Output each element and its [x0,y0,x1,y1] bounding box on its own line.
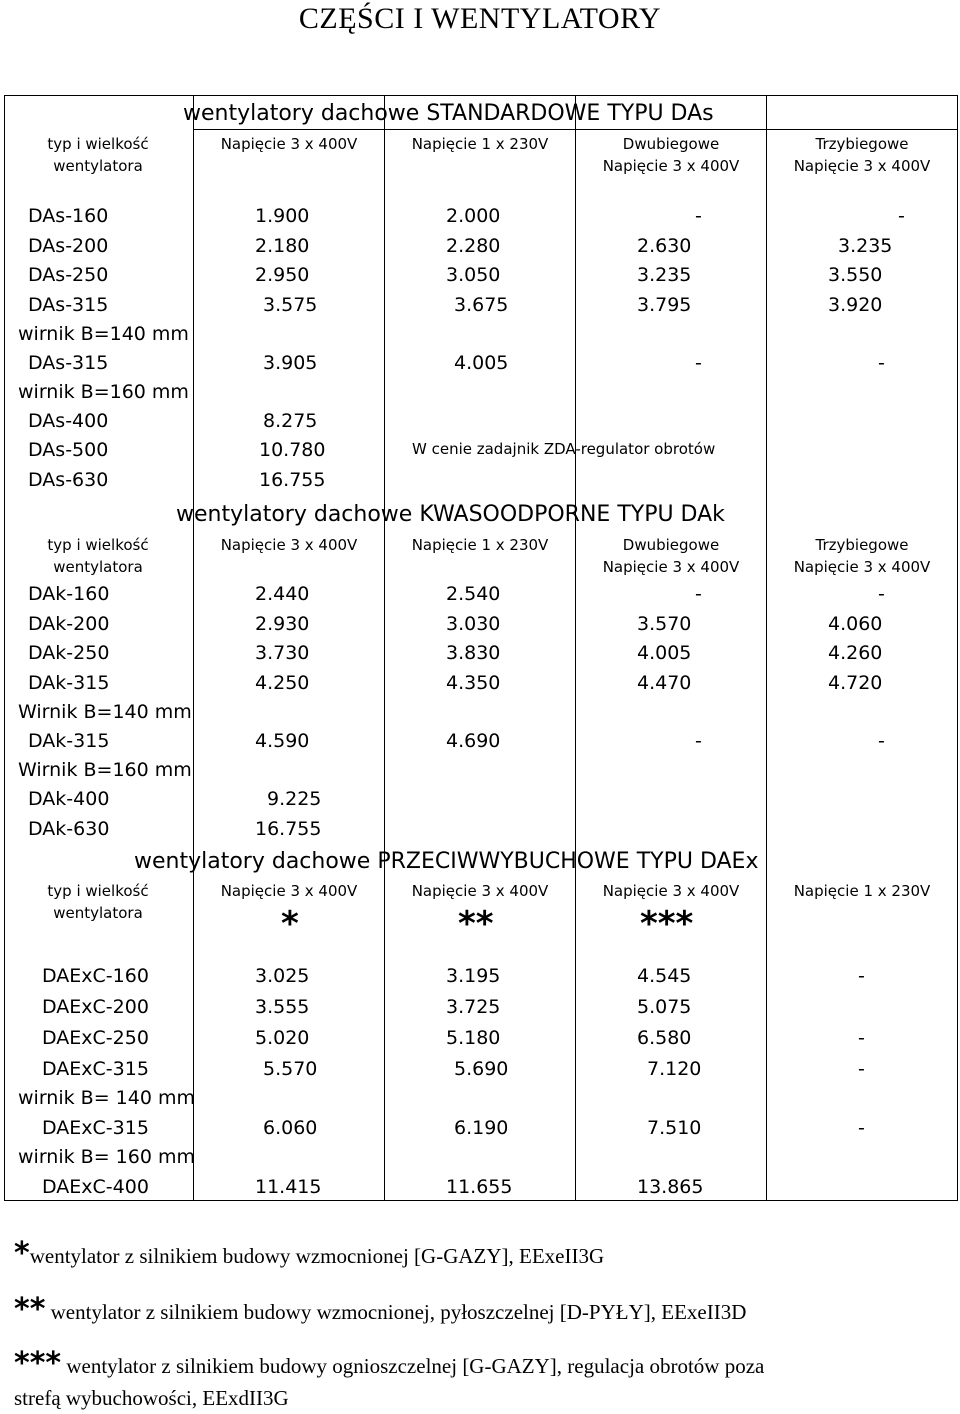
table-row-subtitle: Wirnik B=160 mm [18,759,192,781]
table-cell-value: 3.030 [446,613,501,635]
table-cell-value: 6.060 [263,1117,318,1139]
table-cell-value: - [858,965,865,987]
table-cell-value: 9.225 [267,788,322,810]
table-cell-value: 5.690 [454,1058,509,1080]
table-row-name: DAExC-400 [42,1176,149,1198]
section-heading: wentylatory dachowe KWASOODPORNE TYPU DAk [176,502,725,527]
column-header: Napięcie 3 x 400V [793,157,931,175]
table-cell-value: - [695,352,702,374]
table-cell-value: 2.930 [255,613,310,635]
table-cell-value: 3.235 [637,264,692,286]
table-cell-value: 13.865 [637,1176,704,1198]
table-cell-value: 16.755 [259,469,326,491]
table-cell-value: 3.050 [446,264,501,286]
column-header: typ i wielkość [47,135,149,153]
rating-asterisk: *** [640,904,694,944]
table-cell-value: 4.545 [637,965,692,987]
table-cell-value: 2.280 [446,235,501,257]
table-cell-value: 4.005 [454,352,509,374]
col-divider [575,95,576,1201]
table-cell-value: 4.260 [828,642,883,664]
footnote [14,1386,289,1411]
table-cell-value: 3.725 [446,996,501,1018]
column-header: Napięcie 3 x 400V [220,536,358,554]
table-cell-value: 11.415 [255,1176,322,1198]
table-row-name: DAs-630 [28,469,109,491]
column-header: Napięcie 3 x 400V [220,882,358,900]
footnote [14,1292,746,1327]
rating-asterisk: * [281,904,299,944]
table-cell-value: 7.120 [647,1058,702,1080]
column-header: Napięcie 3 x 400V [602,157,740,175]
column-header: Napięcie 1 x 230V [411,135,549,153]
table-cell-value: 2.950 [255,264,310,286]
footnote-text: wentylator z silnikiem budowy wzmocnionej [G-GAZY], EExeII3G [29,1244,605,1268]
table-cell-value: 3.555 [255,996,310,1018]
footnote-mark: * [14,1236,30,1271]
column-header: wentylatora [53,157,143,175]
table-cell-value: 6.190 [454,1117,509,1139]
table-cell-value: 3.575 [263,294,318,316]
col-divider [384,95,385,1201]
section-heading: wentylatory dachowe PRZECIWWYBUCHOWE TYPU DAEx [134,849,759,874]
table-row-name: DAs-200 [28,235,109,257]
column-header: Napięcie 3 x 400V [602,558,740,576]
table-cell-value: - [878,352,885,374]
table-cell-value: - [695,730,702,752]
table-row-name: DAk-400 [28,788,110,810]
table-cell-value: 2.180 [255,235,310,257]
column-header: Dwubiegowe [622,536,720,554]
table-row-subtitle: wirnik B=160 mm [18,381,189,403]
table-cell-value: 4.720 [828,672,883,694]
price-note: W cenie zadajnik ZDA-regulator obrotów [412,440,716,458]
table-row-subtitle: Wirnik B=140 mm [18,701,192,723]
table-row-name: DAk-315 [28,672,110,694]
table-cell-value: 5.570 [263,1058,318,1080]
table-row-name: DAs-500 [28,439,109,461]
table-row-name: DAs-315 [28,352,109,374]
table-cell-value: 3.830 [446,642,501,664]
table-cell-value: 3.795 [637,294,692,316]
table-row-name: DAk-250 [28,642,110,664]
column-header: wentylatora [53,558,143,576]
column-header: Napięcie 1 x 230V [793,882,931,900]
table-cell-value: 4.060 [828,613,883,635]
footnote [14,1346,764,1381]
column-header: Napięcie 1 x 230V [411,536,549,554]
section-heading: wentylatory dachowe STANDARDOWE TYPU DAs [183,101,714,126]
table-cell-value: 5.020 [255,1027,310,1049]
table-cell-value: 4.690 [446,730,501,752]
rating-asterisk: ** [458,904,494,944]
footnote-text: strefą wybuchowości, EExdII3G [14,1386,289,1410]
table-cell-value: - [695,205,702,227]
table-cell-value: 1.900 [255,205,310,227]
col-divider [193,95,194,1201]
table-cell-value: 16.755 [255,818,322,840]
footnote [14,1236,604,1271]
table-row-name: DAExC-250 [42,1027,149,1049]
table-row-name: DAk-200 [28,613,110,635]
column-header: Trzybiegowe [815,536,909,554]
table-cell-value: 3.025 [255,965,310,987]
table-cell-value: 4.250 [255,672,310,694]
footnote-mark: *** [14,1346,62,1381]
table-cell-value: - [858,1027,865,1049]
table-cell-value: - [878,583,885,605]
table-cell-value: 3.570 [637,613,692,635]
column-header: Trzybiegowe [815,135,909,153]
table-row-name: DAs-400 [28,410,109,432]
column-header: Napięcie 3 x 400V [220,135,358,153]
table-cell-value: 8.275 [263,410,318,432]
table-row-name: DAExC-315 [42,1058,149,1080]
table-row-name: DAs-160 [28,205,109,227]
table-row-subtitle: wirnik B= 140 mm [18,1087,195,1109]
table-cell-value: - [878,730,885,752]
column-header: Napięcie 3 x 400V [793,558,931,576]
table-cell-value: 3.235 [838,235,893,257]
column-header: Dwubiegowe [622,135,720,153]
table-cell-value: 5.075 [637,996,692,1018]
table-row-name: DAk-315 [28,730,110,752]
table-cell-value: - [858,1117,865,1139]
table-cell-value: 4.005 [637,642,692,664]
col-divider [766,95,767,1201]
table-cell-value: 2.000 [446,205,501,227]
column-header: typ i wielkość [47,882,149,900]
table-cell-value: - [898,205,905,227]
page-title: CZĘŚCI I WENTYLATORY [298,2,662,35]
table-row-name: DAExC-160 [42,965,149,987]
table-cell-value: 3.730 [255,642,310,664]
table-cell-value: 6.580 [637,1027,692,1049]
table-cell-value: 10.780 [259,439,326,461]
table-row-subtitle: wirnik B= 160 mm [18,1146,195,1168]
table-cell-value: 4.470 [637,672,692,694]
table-cell-value: 2.440 [255,583,310,605]
table-cell-value: 2.630 [637,235,692,257]
table-row-name: DAs-315 [28,294,109,316]
table-cell-value: 3.920 [828,294,883,316]
footnote-mark: ** [14,1292,46,1327]
table-cell-value: 4.590 [255,730,310,752]
table-cell-value: 3.550 [828,264,883,286]
table-cell-value: 11.655 [446,1176,513,1198]
table-cell-value: - [858,1058,865,1080]
table-cell-value: 2.540 [446,583,501,605]
table-row-name: DAs-250 [28,264,109,286]
table-row-name: DAk-630 [28,818,110,840]
table-cell-value: 5.180 [446,1027,501,1049]
column-header: Napięcie 3 x 400V [602,882,740,900]
footnote-text: wentylator z silnikiem budowy wzmocnionej, pyłoszczelnej [D-PYŁY], EExeII3D [45,1300,747,1324]
table-cell-value: 3.905 [263,352,318,374]
column-header: Napięcie 3 x 400V [411,882,549,900]
column-header: wentylatora [53,904,143,922]
table-row-name: DAExC-315 [42,1117,149,1139]
column-header: typ i wielkość [47,536,149,554]
table-cell-value: - [695,583,702,605]
table-cell-value: 3.195 [446,965,501,987]
table-cell-value: 7.510 [647,1117,702,1139]
table-row-name: DAExC-200 [42,996,149,1018]
table-cell-value: 3.675 [454,294,509,316]
table-row-name: DAk-160 [28,583,110,605]
table-row-subtitle: wirnik B=140 mm [18,323,189,345]
table-cell-value: 4.350 [446,672,501,694]
header-divider [193,129,958,130]
footnote-text: wentylator z silnikiem budowy ognioszczelnej [G-GAZY], regulacja obrotów poza [61,1354,765,1378]
